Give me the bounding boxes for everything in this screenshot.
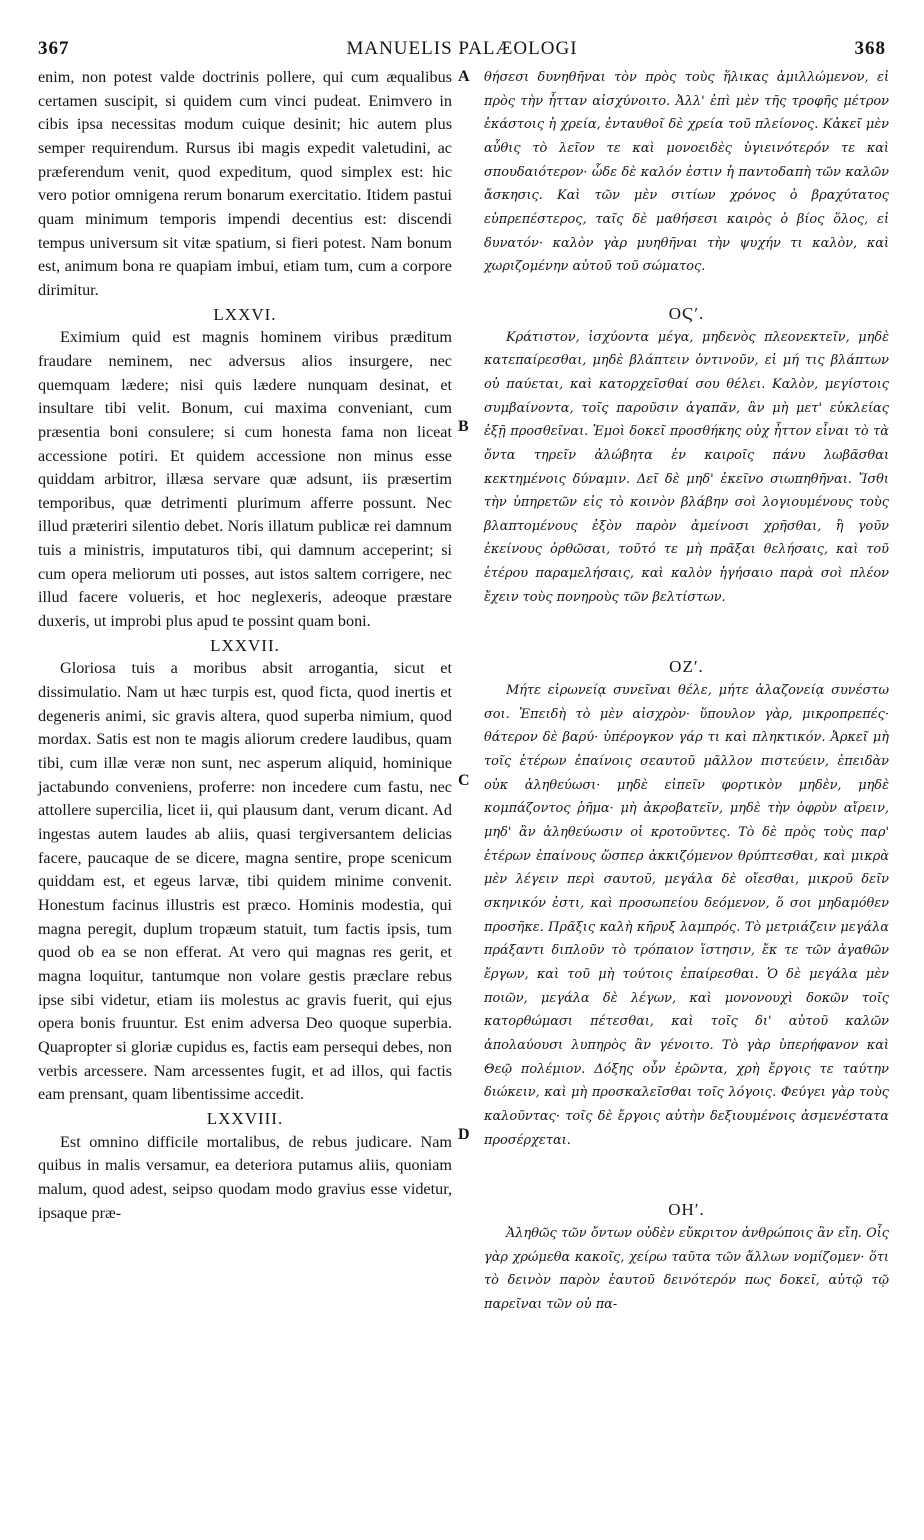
running-head xyxy=(38,38,886,60)
section-heading: LXXVI. xyxy=(213,304,277,324)
section-paragraph: Μήτε εἰρωνείᾳ συνεῖναι θέλε, μήτε ἀλαζονείᾳ συνέστω σοι. Ἐπειδὴ τὸ μὲν αἰσχρὸν· ὕπουλον γὰρ, μικροπρεπές· θάτερον δὲ βαρύ· ὑπέρογκον γάρ τι καὶ πληκτικόν. Ἀρκεῖ μὴ τοῖς ἑτέρων ἐπαίνοις σεαυτοῦ μᾶλλον πιστεύειν, ἐπειδὰν οὐκ ἀληθεύωσι· μηδὲ εἰπεῖν φορτικὸν μηδὲν, μηδὲ κομπάζοντος ῥῆμα· μὴ ἀκροβατεῖν, μηδὲ τὴν ὀφρὺν αἴρειν, μηδ' ἂν ἀληθεύωσιν οἱ κροτοῦντες. Τὸ δὲ πρὸς τοὺς παρ' ἑτέρων ἐπαίνους ὥσπερ ἀκκιζόμενον θρύπτεσθαι, καὶ μικρὰ μὲν λέγειν περὶ σαυτοῦ, μεγάλα δὲ οἴεσθαι, μικροῦ δεῖν σκηνικόν ἐστι, καὶ προσωπείου δεόμενον, ὅ σοι μηδαμόθεν προσῆκε. Πρᾶξις καλὴ κῆρυξ λαμπρός. Τὸ μετριάζειν μεγάλα πράξαντι διπλοῦν τὸ τρόπαιον ἵστησιν, ἔκ τε τῶν ἀγαθῶν ἔργων, καὶ τοῦ μὴ τούτοις ἐπαίρεσθαι. Ὁ δὲ μεγάλα μὲν ποιῶν, μεγάλα δὲ λέγων, καὶ μονονουχὶ δοκῶν τοῖς κατορθώμασι πέτεσθαι, καὶ τοῖς δι' αὐτοῦ καλῶν ἀπολαύουσι λυπηρὸς ἂν γένοιτο. Τὸ γὰρ ὑπερήφανον καὶ Θεῷ πολέμιον. Δόξης οὖν ἐρῶντα, χρὴ ἔργοις τε ταύτην διώκειν, καὶ μὴ προσκαλεῖσθαι τοῖς λόγοις. Φεύγει γὰρ τοὺς καλοῦντας· τοῖς δὲ ἔργοις αὐτὴν δεξιουμένοις ἀσμενέστατα προσέρχεται. xyxy=(484,683,889,1148)
section-paragraph: Κράτιστον, ἰσχύοντα μέγα, μηδενὸς πλεονεκτεῖν, μηδὲ κατεπαίρεσθαι, μηδὲ βλάπτειν ὁντινοῦν, εἰ μή τις βλάπτων οὐ παύεται, καὶ κατορχεῖσθαί σου θέλει. Καλὸν, μεγίστοις συμβαίνοντα, τοῖς παροῦσιν ἀγαπᾶν, ἂν μὴ μετ' εὐκλείας ἐξῇ προσθεῖναι. Ἐμοὶ δοκεῖ προσθήκης οὐχ ἧττον εἶναι τὸ τὰ ὄντα τηρεῖν ἀλώβητα ἐν καιροῖς πάνυ λωβᾶσθαι κεκτημένοις δύναμιν. Δεῖ δὲ μηδ' ἐκεῖνο σιωπηθῆναι. Ἴσθι τὴν ὑπηρετῶν εἰς τὸ κοινὸν βλάβην σοὶ λογιουμένους τοὺς βλαπτομένους ἐξὸν παρὸν ἀμείνοσι χρῆσθαι, ἢ γοῦν ἐκείνους ὀρθῶσαι, τοῦτό τε μὴ πρᾶξαι θελήσαις, καὶ τοῦ ἑτέρου παραμελήσαις, καὶ καλὸν ἡγήσαιο παρὰ σοὶ πλέον ἔχειν τοὺς πονηροὺς τῶν βελτίστων. xyxy=(484,329,889,605)
section-paragraph: Est omnino difficile mortalibus, de rebus judicare. Nam quibus in malis versamur, ea deteriora putamus aliis, quoniam malum, quod adest, seipso quodam modo gravius esse videtur, ipsaque præ- xyxy=(38,1132,452,1222)
margin-letter-a: A xyxy=(458,68,470,85)
section-paragraph: Eximium quid est magnis hominem viribus præditum fraudare neminem, nec adversus alios insurgere, nec quemquam lædere; nisi quis lædere nunquam desinat, et insultare tibi velit. Bonum, cui maxima conveniant, cum præsentia boni consulere; si cum honesta fama non liceat accessione potiri. Et quidem accessione non minus esse quiddam arbitror, illæsa servare quæ adsunt, iis præsertim temporibus, quæ detrimenti plurimum afferre possunt. Nec illud præteriri silentio debet. Noris illatum publicæ rei damnum tuis a ministris, imputaturos tibi, qui damnum acceperint; si cum opera meliorum uti posses, aut istos saltem corrigere, nec illud facere volueris, et hoc neglexeris, adeoque præstare duxeris, ut improbi plus apud te possint quam boni. xyxy=(38,328,452,631)
latin-intro-paragraph: enim, non potest valde doctrinis pollere, qui cum æqualibus certamen suscipit, si quidem cum vinci pudeat. Enimvero in cibis ipsa necessitas modum cuique desinit; hic autem plus semper requirendum. Rursus ibi magis expedit valetudini, ac præferendum venit, quod expeditum, quod simplex est: hic vero potior omnigena rerum bonarum exercitatio. Itidem pastui quam minimum temporis impendi decentius est: discendi tempus universum sit vitæ spatium, si fieri potest. Nam bonum est, animum bona re quapiam imbui, etiam tum, cum a corpore dirimitur. xyxy=(38,68,452,299)
section-heading: LXXVII. xyxy=(210,635,280,655)
latin-column xyxy=(38,66,452,1225)
section-paragraph: Gloriosa tuis a moribus absit arrogantia, sicut et dissimulatio. Nam ut hæc turpis est, quod ficta, quod inertis et degeneris animi, sic gravis altera, quod superba nimium, quod mordax. Satis est non te magis aliorum credere laudibus, quam tibi, cum illæ veræ non sunt, nec asperum aliquid, hominique jactabundo conveniens, proferre: non incedere cum fastu, nec attollere supercilia, licet ii, qui plausum dant, verum dicant. Ad ingestas autem laudes ab aliis, quasi tergiversantem delicias facere, paucaque de se dicere, magna sentire, prope scenicum quiddam est, et egeus larvæ, tibi quidem minime convenit. Honestum facinus illustris est præco. Hominis modestia, qui magna peregit, duplum tropæum statuit, tum factis ipsis, tum quod ob ea se non efferat. At vero qui magnas res gerit, et magna loquitur, tantumque non volare gestis præclare rebus ipse sibi videtur, etiam iis molestus ac gravis fuerit, qui ejus opera bonis fruuntur. Est enim adversa Deo quoque superbia. Quapropter si gloriæ cupidus es, factis eam persequi debes, non verbis arcessere. Nam arcessentes fugit, et ad illos, qui factis eam prensant, quam libentissime accedit. xyxy=(38,659,452,1104)
section-heading: LXXVIII. xyxy=(206,1108,284,1128)
page-number-right: 368 xyxy=(854,38,886,59)
greek-intro-paragraph: θήσεσι δυνηθῆναι τὸν πρὸς τοὺς ἥλικας ἁμιλλώμενον, εἰ πρὸς τὴν ἧτταν αἰσχύνοιτο. Ἀλλ' ἐπὶ μὲν τῆς τροφῆς μέτρον ἑκάστοις ἡ χρεία, ἐνταυθοῖ δὲ χρεία τοῦ πλείονος. Κἀκεῖ μὲν αὖθις τὸ λεῖον τε καὶ μονοειδὲς ὑγιεινότερόν τε καὶ σπουδαιότερον· ὧδε δὲ καλόν ἐστιν ἡ παντοδαπὴ τῶν καλῶν ἄσκησις. Καὶ τῶν μὲν σιτίων χρόνος ὁ βραχύτατος εὐπρεπέστερος, ταῖς δὲ μαθήσεσι καιρὸς ὁ βίος ὅλος, εἰ δυνατόν· καλὸν γὰρ μυηθῆναι τὴν ψυχήν τι καλὸν, καὶ χωριζομένην αὐτοῦ τοῦ σώματος. xyxy=(484,70,889,275)
greek-column xyxy=(484,66,889,1317)
margin-letter-c: C xyxy=(458,772,470,789)
section-paragraph: Ἀληθῶς τῶν ὄντων οὐδὲν εὔκριτον ἀνθρώποις ἂν εἴη. Οἷς γὰρ χρώμεθα κακοῖς, χείρω ταῦτα τῶν ἄλλων νομίζομεν· ὅτι τὸ δεινὸν παρὸν ἑαυτοῦ δεινότερόν πως δοκεῖ, αὐτῷ τῷ παρεῖναι τῶν οὐ πα- xyxy=(484,1225,889,1312)
page-number-left: 367 xyxy=(38,38,70,59)
margin-letter-b: B xyxy=(458,418,469,435)
section-heading: ΟΖʹ. xyxy=(669,657,704,677)
running-title: MANUELIS PALÆOLOGI xyxy=(346,38,578,59)
section-heading: ΟϚʹ. xyxy=(668,303,705,323)
section-heading: ΟΗʹ. xyxy=(668,1200,705,1220)
margin-letter-d: D xyxy=(458,1126,470,1143)
